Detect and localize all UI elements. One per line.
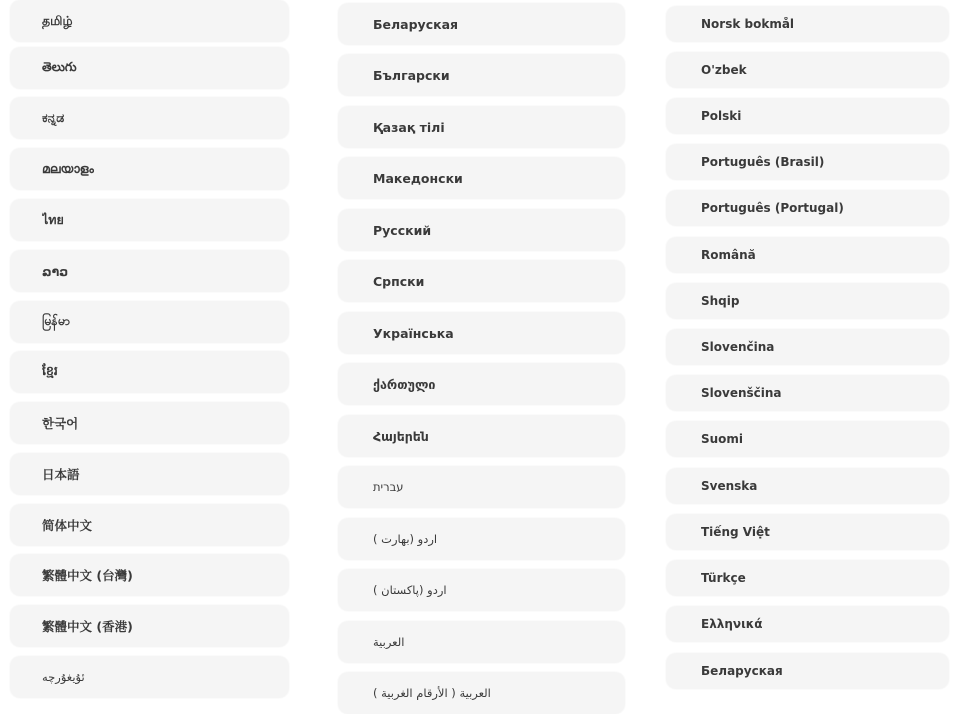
language-label: தமிழ் (42, 12, 73, 28)
language-option-kazakh[interactable] (338, 106, 625, 148)
language-label: ខ្មែរ (42, 362, 58, 378)
language-label: Беларуская (373, 16, 459, 32)
language-option-slovak[interactable] (666, 329, 949, 365)
language-option-polish[interactable] (666, 98, 949, 134)
language-label: ລາວ (42, 263, 69, 279)
language-label: العربية (373, 635, 405, 649)
language-option-slovenian[interactable] (666, 375, 949, 411)
language-option-burmese[interactable] (10, 301, 289, 343)
language-label: Svenska (701, 479, 758, 493)
language-label: 한국어 (42, 416, 79, 431)
language-option-telugu[interactable] (10, 47, 289, 89)
language-label: O'zbek (701, 63, 747, 77)
language-label: Türkçe (701, 571, 746, 585)
language-label: 日本語 (42, 467, 80, 482)
language-option-greek[interactable] (666, 606, 949, 642)
language-label: 简体中文 (42, 518, 93, 533)
language-label: Қазақ тілі (373, 119, 445, 135)
language-label: Norsk bokmål (701, 17, 795, 31)
language-option-tamil[interactable] (10, 0, 289, 42)
language-label: العربية ( الأرقام الغربية ) (373, 686, 491, 700)
language-label: Português (Portugal) (701, 201, 844, 215)
language-option-albanian[interactable] (666, 283, 949, 319)
language-label: മലയാളം (42, 161, 94, 176)
language-label: Português (Brasil) (701, 155, 825, 169)
language-option-kannada[interactable] (10, 97, 289, 139)
language-option-hebrew[interactable] (338, 466, 625, 508)
language-label: 繁體中文 (香港) (42, 619, 133, 634)
language-label: ไทย (42, 212, 64, 227)
language-option-korean[interactable] (10, 402, 289, 444)
language-option-chinese-hongkong[interactable] (10, 605, 289, 647)
language-option-vietnamese[interactable] (666, 514, 949, 550)
language-option-portuguese-portugal[interactable] (666, 190, 949, 226)
language-option-georgian[interactable] (338, 363, 625, 405)
language-option-khmer[interactable] (10, 351, 289, 393)
language-option-chinese-taiwan[interactable] (10, 554, 289, 596)
language-option-bulgarian[interactable] (338, 54, 625, 96)
language-option-finnish[interactable] (666, 421, 949, 457)
language-option-urdu-india[interactable] (338, 518, 625, 560)
language-option-armenian[interactable] (338, 415, 625, 457)
language-label: Македонски (373, 170, 463, 186)
language-option-urdu-pakistan[interactable] (338, 569, 625, 611)
language-label: Tiếng Việt (701, 525, 770, 539)
language-label: ಕನ್ನಡ (42, 110, 65, 125)
language-option-malayalam[interactable] (10, 148, 289, 190)
language-label: Հայերեն (373, 428, 429, 444)
language-option-serbian[interactable] (338, 260, 625, 302)
language-option-arabic-western-numerals[interactable] (338, 672, 625, 714)
language-label: اردو (بھارت ) (373, 532, 438, 546)
language-label: 繁體中文 (台灣) (42, 568, 133, 583)
language-option-belarusian-2[interactable] (666, 653, 949, 689)
language-option-russian[interactable] (338, 209, 625, 251)
language-label: Română (701, 248, 756, 262)
language-option-arabic[interactable] (338, 621, 625, 663)
language-label: Slovenščina (701, 386, 782, 400)
language-label: Shqip (701, 294, 740, 308)
language-label: Slovenčina (701, 340, 775, 354)
language-label: Беларуская (701, 664, 783, 678)
language-label: Српски (373, 273, 425, 289)
language-label: Polski (701, 109, 742, 123)
language-option-uyghur[interactable] (10, 656, 289, 698)
language-label: ქართული (373, 376, 436, 392)
language-option-romanian[interactable] (666, 237, 949, 273)
language-label: Русский (373, 222, 432, 238)
language-label: Suomi (701, 432, 744, 446)
language-option-turkish[interactable] (666, 560, 949, 596)
language-option-lao[interactable] (10, 250, 289, 292)
language-option-portuguese-brazil[interactable] (666, 144, 949, 180)
language-label: ئۇيغۇرچە (42, 670, 85, 684)
language-option-chinese-simplified[interactable] (10, 504, 289, 546)
language-label: اردو (پاکستان ) (373, 583, 447, 597)
language-label: Українська (373, 325, 454, 341)
language-label: မြန်မာ (42, 312, 70, 328)
language-option-swedish[interactable] (666, 468, 949, 504)
language-option-ukrainian[interactable] (338, 312, 625, 354)
language-option-uzbek[interactable] (666, 52, 949, 88)
language-label: తెలుగు (42, 58, 77, 74)
language-option-belarusian[interactable] (338, 3, 625, 45)
language-option-thai[interactable] (10, 199, 289, 241)
language-label: עברית (373, 480, 404, 494)
language-label: Български (373, 67, 450, 83)
language-option-macedonian[interactable] (338, 157, 625, 199)
language-option-japanese[interactable] (10, 453, 289, 495)
language-option-norwegian-bokmal[interactable] (666, 6, 949, 42)
language-label: Ελληνικά (701, 617, 763, 631)
